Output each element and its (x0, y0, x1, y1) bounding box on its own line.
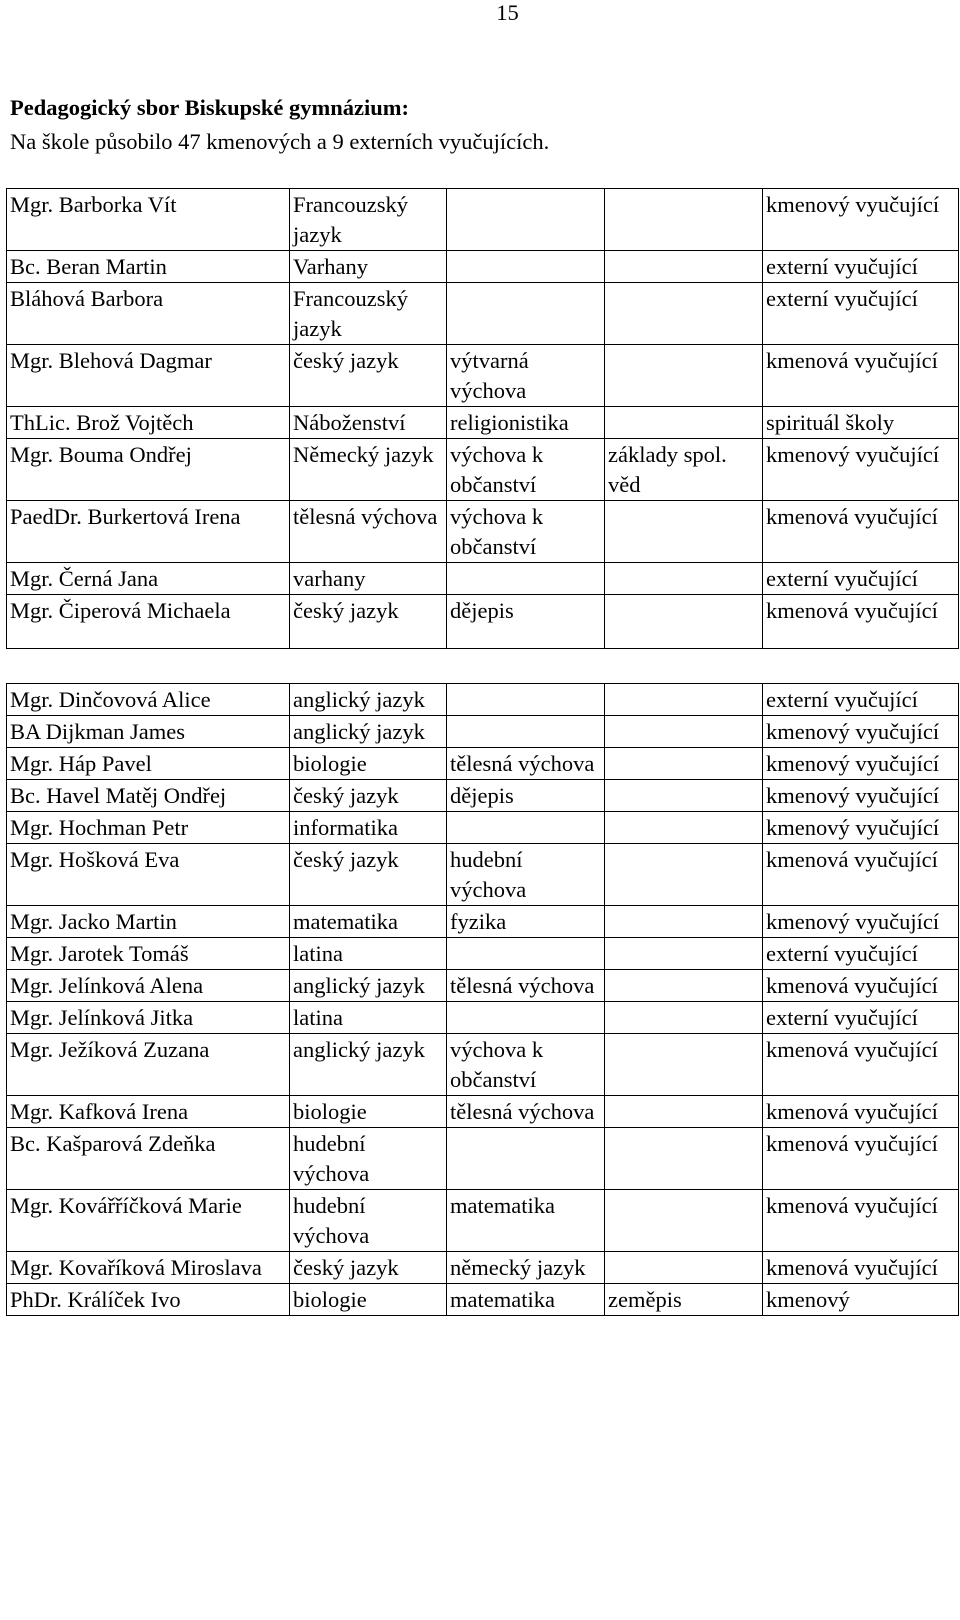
table-row (7, 1128, 959, 1190)
subject-3-cell (605, 1252, 763, 1284)
subject-2-cell (447, 251, 605, 283)
subject-2-cell (447, 1002, 605, 1034)
subject-2-cell: fyzika (447, 906, 605, 938)
subject-1-cell: latina (290, 938, 447, 970)
subject-2-cell: hudební výchova (447, 844, 605, 906)
subject-3-cell (605, 1002, 763, 1034)
staff-name-cell: BA Dijkman James (7, 716, 290, 748)
staff-table-part-2 (6, 683, 959, 1316)
staff-table-part-1 (6, 188, 959, 649)
staff-name-cell: Bc. Kašparová Zdeňka (7, 1128, 290, 1190)
subject-1-cell: Německý jazyk (290, 439, 447, 501)
staff-role-cell: kmenová vyučující (763, 1034, 959, 1096)
subject-3-cell (605, 812, 763, 844)
staff-role-cell: kmenový vyučující (763, 189, 959, 251)
staff-name-cell: Mgr. Háp Pavel (7, 748, 290, 780)
subject-1-cell: informatika (290, 812, 447, 844)
document-title: Pedagogický sbor Biskupské gymnázium: (10, 95, 410, 120)
subject-2-cell: výchova k občanství (447, 1034, 605, 1096)
subject-3-cell (605, 748, 763, 780)
subject-3-cell (605, 1128, 763, 1190)
subject-1-cell: biologie (290, 1284, 447, 1316)
subject-2-cell (447, 1128, 605, 1190)
staff-name-cell: Mgr. Kafková Irena (7, 1096, 290, 1128)
table-row (7, 906, 959, 938)
subject-3-cell: základy spol. věd (605, 439, 763, 501)
staff-role-cell: externí vyučující (763, 684, 959, 716)
document-subtitle: Na škole působilo 47 kmenových a 9 externích vyučujících. (10, 129, 550, 154)
subject-2-cell (447, 716, 605, 748)
table-row (7, 844, 959, 906)
subject-1-cell: hudební výchova (290, 1190, 447, 1252)
subject-2-cell (447, 189, 605, 251)
subject-2-cell: tělesná výchova (447, 1096, 605, 1128)
subject-1-cell: hudební výchova (290, 1128, 447, 1190)
table-row (7, 595, 959, 649)
table-row (7, 1252, 959, 1284)
table-row (7, 938, 959, 970)
subject-3-cell (605, 345, 763, 407)
subject-3-cell (605, 906, 763, 938)
staff-role-cell: externí vyučující (763, 563, 959, 595)
subject-2-cell (447, 812, 605, 844)
subject-1-cell: biologie (290, 748, 447, 780)
staff-name-cell: Mgr. Blehová Dagmar (7, 345, 290, 407)
subject-1-cell: Francouzský jazyk (290, 189, 447, 251)
staff-name-cell: Bc. Havel Matěj Ondřej (7, 780, 290, 812)
staff-name-cell: PaedDr. Burkertová Irena (7, 501, 290, 563)
staff-name-cell: Mgr. Ježíková Zuzana (7, 1034, 290, 1096)
subject-1-cell: český jazyk (290, 345, 447, 407)
staff-role-cell: kmenový (763, 1284, 959, 1316)
subject-2-cell: tělesná výchova (447, 970, 605, 1002)
staff-role-cell: kmenová vyučující (763, 844, 959, 906)
subject-2-cell: tělesná výchova (447, 748, 605, 780)
subject-2-cell: matematika (447, 1190, 605, 1252)
table-row (7, 748, 959, 780)
staff-name-cell: Mgr. Jacko Martin (7, 906, 290, 938)
staff-role-cell: kmenová vyučující (763, 1252, 959, 1284)
subject-2-cell: německý jazyk (447, 1252, 605, 1284)
subject-1-cell: anglický jazyk (290, 716, 447, 748)
subject-1-cell: anglický jazyk (290, 1034, 447, 1096)
page-number: 15 (496, 0, 519, 25)
staff-name-cell: Bc. Beran Martin (7, 251, 290, 283)
subject-2-cell (447, 563, 605, 595)
table-row (7, 1284, 959, 1316)
subject-2-cell (447, 684, 605, 716)
subject-2-cell: výchova k občanství (447, 501, 605, 563)
staff-role-cell: kmenová vyučující (763, 1128, 959, 1190)
subject-2-cell: výchova k občanství (447, 439, 605, 501)
staff-name-cell: Mgr. Čiperová Michaela (7, 595, 290, 649)
subject-1-cell: latina (290, 1002, 447, 1034)
subject-3-cell (605, 1190, 763, 1252)
staff-role-cell: kmenová vyučující (763, 1096, 959, 1128)
subject-1-cell: český jazyk (290, 844, 447, 906)
staff-name-cell: Mgr. Jelínková Jitka (7, 1002, 290, 1034)
subject-2-cell: dějepis (447, 780, 605, 812)
table-row (7, 439, 959, 501)
staff-role-cell: kmenový vyučující (763, 780, 959, 812)
staff-role-cell: externí vyučující (763, 1002, 959, 1034)
subject-1-cell: tělesná výchova (290, 501, 447, 563)
table-row (7, 283, 959, 345)
subject-1-cell: Francouzský jazyk (290, 283, 447, 345)
staff-role-cell: kmenový vyučující (763, 906, 959, 938)
subject-1-cell: Varhany (290, 251, 447, 283)
staff-name-cell: Mgr. Černá Jana (7, 563, 290, 595)
subject-3-cell (605, 1096, 763, 1128)
staff-name-cell: Mgr. Bouma Ondřej (7, 439, 290, 501)
subject-1-cell: matematika (290, 906, 447, 938)
subject-3-cell (605, 251, 763, 283)
subject-3-cell (605, 684, 763, 716)
subject-2-cell (447, 938, 605, 970)
staff-name-cell: Mgr. Dinčovová Alice (7, 684, 290, 716)
subject-3-cell (605, 501, 763, 563)
table-row (7, 189, 959, 251)
subject-3-cell (605, 189, 763, 251)
staff-name-cell: Mgr. Hošková Eva (7, 844, 290, 906)
subject-3-cell (605, 407, 763, 439)
table-row (7, 970, 959, 1002)
subject-3-cell: zeměpis (605, 1284, 763, 1316)
staff-name-cell: ThLic. Brož Vojtěch (7, 407, 290, 439)
subject-2-cell: dějepis (447, 595, 605, 649)
staff-role-cell: externí vyučující (763, 283, 959, 345)
subject-3-cell (605, 1034, 763, 1096)
staff-role-cell: kmenový vyučující (763, 439, 959, 501)
staff-name-cell: Mgr. Kovářříčková Marie (7, 1190, 290, 1252)
staff-role-cell: kmenová vyučující (763, 970, 959, 1002)
subject-3-cell (605, 780, 763, 812)
table-row (7, 780, 959, 812)
table-row (7, 345, 959, 407)
staff-name-cell: Mgr. Barborka Vít (7, 189, 290, 251)
table-row (7, 1096, 959, 1128)
staff-name-cell: PhDr. Králíček Ivo (7, 1284, 290, 1316)
staff-role-cell: kmenový vyučující (763, 748, 959, 780)
subject-2-cell: matematika (447, 1284, 605, 1316)
table-row (7, 501, 959, 563)
table-row (7, 1034, 959, 1096)
staff-name-cell: Mgr. Jelínková Alena (7, 970, 290, 1002)
staff-role-cell: kmenový vyučující (763, 716, 959, 748)
table-row (7, 407, 959, 439)
staff-name-cell: Mgr. Kovaříková Miroslava (7, 1252, 290, 1284)
subject-2-cell (447, 283, 605, 345)
subject-3-cell (605, 595, 763, 649)
subject-1-cell: český jazyk (290, 595, 447, 649)
subject-1-cell: český jazyk (290, 780, 447, 812)
staff-role-cell: kmenový vyučující (763, 812, 959, 844)
staff-role-cell: kmenová vyučující (763, 1190, 959, 1252)
subject-3-cell (605, 938, 763, 970)
subject-1-cell: anglický jazyk (290, 684, 447, 716)
table-row (7, 812, 959, 844)
subject-2-cell: religionistika (447, 407, 605, 439)
staff-role-cell: kmenová vyučující (763, 345, 959, 407)
subject-1-cell: biologie (290, 1096, 447, 1128)
subject-1-cell: varhany (290, 563, 447, 595)
staff-role-cell: externí vyučující (763, 251, 959, 283)
subject-1-cell: český jazyk (290, 1252, 447, 1284)
table-row (7, 251, 959, 283)
staff-name-cell: Bláhová Barbora (7, 283, 290, 345)
table-row (7, 684, 959, 716)
subject-2-cell: výtvarná výchova (447, 345, 605, 407)
staff-role-cell: kmenová vyučující (763, 501, 959, 563)
staff-role-cell: externí vyučující (763, 938, 959, 970)
staff-name-cell: Mgr. Jarotek Tomáš (7, 938, 290, 970)
subject-3-cell (605, 283, 763, 345)
table-row (7, 1190, 959, 1252)
table-row (7, 563, 959, 595)
staff-role-cell: spirituál školy (763, 407, 959, 439)
staff-name-cell: Mgr. Hochman Petr (7, 812, 290, 844)
staff-role-cell: kmenová vyučující (763, 595, 959, 649)
subject-1-cell: Náboženství (290, 407, 447, 439)
table-row (7, 716, 959, 748)
subject-1-cell: anglický jazyk (290, 970, 447, 1002)
subject-3-cell (605, 970, 763, 1002)
subject-3-cell (605, 844, 763, 906)
subject-3-cell (605, 716, 763, 748)
subject-3-cell (605, 563, 763, 595)
table-row (7, 1002, 959, 1034)
